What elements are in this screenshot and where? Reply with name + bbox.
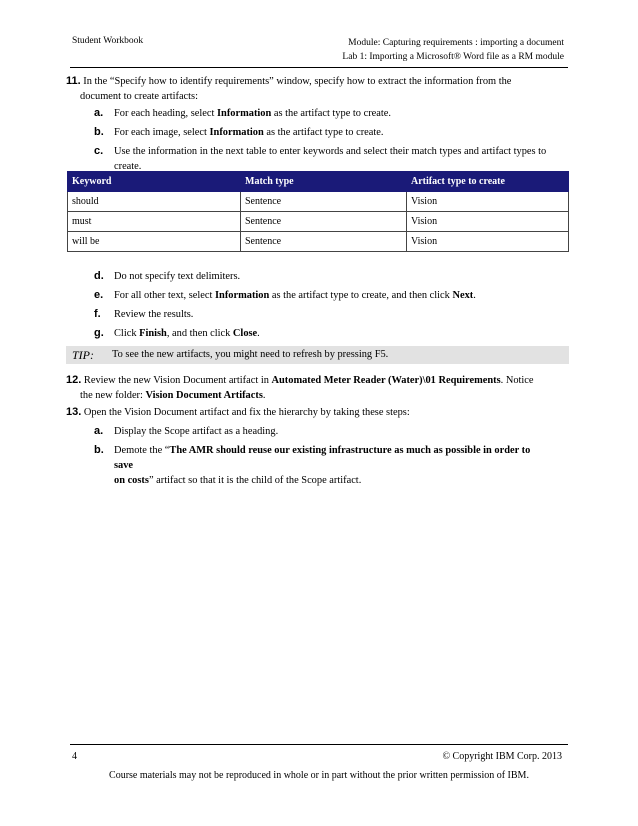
substep-text: as the artifact type to create.: [271, 108, 391, 119]
substep-letter: d.: [94, 270, 104, 282]
substep-text: as the artifact type to create, and then click: [269, 290, 453, 301]
column-header: Keyword: [68, 172, 241, 192]
step-12: [66, 373, 546, 403]
substep-letter: b.: [94, 444, 104, 456]
step-text: . Notice: [500, 375, 534, 386]
substep-letter: a.: [94, 425, 104, 437]
table-row: [68, 232, 569, 252]
substep-11c: [94, 144, 550, 174]
step-text: Open the Vision Document artifact and fix the hierarchy by taking these steps:: [83, 407, 410, 418]
substep-text: Use the information in the next table to enter keywords and select their match types and artifact types to: [114, 146, 547, 157]
step-11: [66, 74, 546, 104]
substep-letter: f.: [94, 308, 101, 320]
substep-text: For all other text, select: [114, 290, 215, 301]
step-text: In the “Specify how to identify requirements” window, specify how to extract the information from the: [83, 76, 512, 87]
substep-bold: Close: [232, 328, 258, 339]
header-module: Module: Capturing requirements : importing a document: [348, 38, 564, 48]
header-lab: Lab 1: Importing a Microsoft® Word file as a RM module: [342, 52, 564, 62]
header-left: Student Workbook: [72, 36, 144, 46]
table-cell: Sentence: [241, 212, 407, 232]
substep-text: .: [257, 328, 260, 339]
substep-bold: The AMR should reuse our existing infrastructure as much as possible in order to save: [114, 445, 531, 471]
table-cell: should: [68, 192, 241, 212]
substep-text: For each heading, select: [114, 108, 217, 119]
tip-box: [66, 346, 569, 364]
substep-13a: [94, 424, 550, 439]
column-header: Match type: [241, 172, 407, 192]
substep-13b: [94, 443, 550, 488]
substep-11f: [94, 307, 550, 322]
step-13: [66, 405, 546, 420]
step-number: 12.: [66, 374, 82, 386]
footer-rule: [70, 744, 568, 745]
substep-text: Demote the “: [114, 445, 170, 456]
table-cell: Vision: [407, 212, 569, 232]
substep-text: create.: [114, 161, 142, 172]
substep-bold: Information: [217, 108, 272, 119]
table-header-row: [68, 172, 569, 192]
table-cell: must: [68, 212, 241, 232]
step-bold: Vision Document Artifacts: [145, 390, 263, 401]
table-cell: Sentence: [241, 192, 407, 212]
substep-11e: [94, 288, 550, 303]
footer-notice: Course materials may not be reproduced in whole or in part without the prior written permission of IBM.: [109, 770, 529, 781]
substep-letter: e.: [94, 289, 104, 301]
substep-bold: Information: [209, 127, 264, 138]
header-rule: [70, 67, 568, 68]
step-text: Review the new Vision Document artifact in: [83, 375, 272, 386]
table-row: [68, 192, 569, 212]
table-cell: Vision: [407, 192, 569, 212]
step-number: 11.: [66, 75, 81, 87]
substep-text: Display the Scope artifact as a heading.: [114, 426, 279, 437]
substep-bold: on costs: [114, 475, 149, 486]
substep-letter: g.: [94, 327, 104, 339]
tip-label: TIP:: [72, 348, 94, 362]
column-header: Artifact type to create: [407, 172, 569, 192]
substep-text: Click: [114, 328, 140, 339]
step-text: .: [262, 390, 266, 401]
substep-text: as the artifact type to create.: [263, 127, 384, 138]
step-text-cont: document to create artifacts:: [80, 91, 198, 102]
table-cell: will be: [68, 232, 241, 252]
substep-text: Review the results.: [114, 309, 194, 320]
substep-text: ” artifact so that it is the child of the Scope artifact.: [148, 475, 362, 486]
page-number: 4: [72, 751, 77, 762]
substep-text: For each image, select: [114, 127, 210, 138]
substep-text: , and then click: [166, 328, 233, 339]
substep-letter: b.: [94, 126, 104, 138]
substep-bold: Finish: [139, 328, 167, 339]
substep-11b: [94, 125, 550, 140]
header-right: [244, 36, 564, 64]
substep-bold: Information: [215, 290, 270, 301]
keyword-table: [67, 171, 569, 252]
substep-bold: Next: [452, 290, 474, 301]
table-row: [68, 212, 569, 232]
step-number: 13.: [66, 406, 82, 418]
table-cell: Vision: [407, 232, 569, 252]
substep-11a: [94, 106, 550, 121]
tip-text: To see the new artifacts, you might need to refresh by pressing F5.: [112, 349, 389, 360]
substep-text: .: [473, 290, 476, 301]
copyright: © Copyright IBM Corp. 2013: [442, 751, 562, 762]
table-cell: Sentence: [241, 232, 407, 252]
step-bold: Automated Meter Reader (Water)\01 Requirements: [271, 375, 501, 386]
substep-letter: c.: [94, 145, 104, 157]
substep-11d: [94, 269, 550, 284]
substep-11g: [94, 326, 550, 341]
step-text: the new folder:: [80, 390, 146, 401]
substep-text: Do not specify text delimiters.: [114, 271, 241, 282]
substep-letter: a.: [94, 107, 104, 119]
